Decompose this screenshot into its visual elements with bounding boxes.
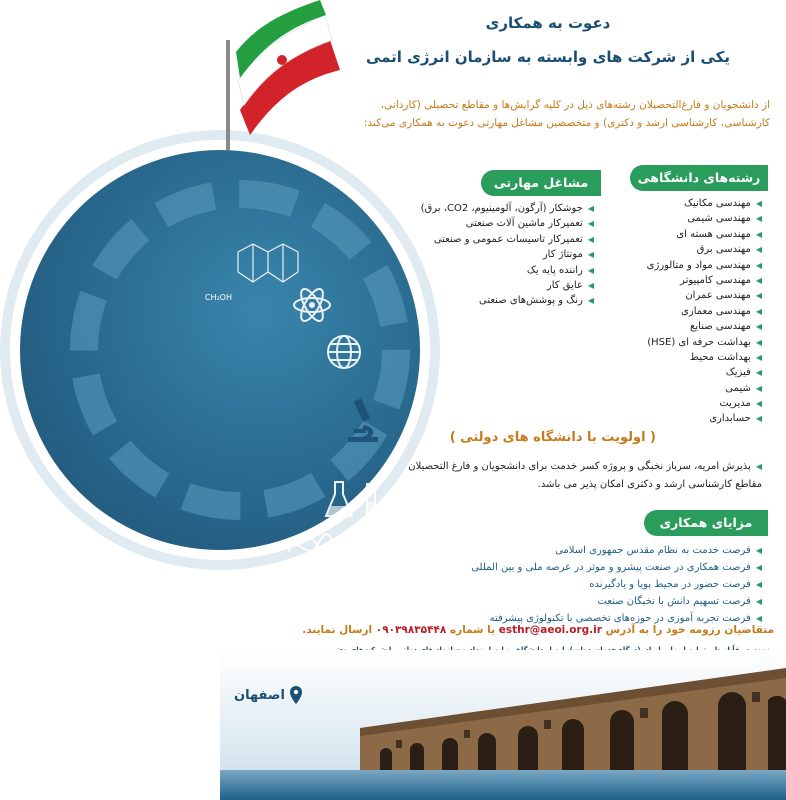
list-item: ◀ رنگ و پوشش‌های صنعتی [421,293,594,308]
fields-heading: رشته‌های دانشگاهی [630,165,768,191]
phone-number[interactable]: ۰۹۰۳۹۸۳۵۴۴۸ [375,624,447,636]
list-item: ◀ مهندسی صنایع [647,319,762,334]
list-item: ◀ تعمیرکار ماشین آلات صنعتی [421,216,594,231]
apply-instructions [280,624,774,636]
list-item: ◀ مهندسی معماری [647,304,762,319]
list-item: ◀ فرصت همکاری در صنعت پیشرو و موثر در عرصه ملی و بین المللی [471,559,762,576]
apply-suffix: ارسال نمایند. [302,624,373,636]
atom-icon [292,285,332,325]
list-item: ◀ راننده پایه یک [421,263,594,278]
page-title: دعوت به همکاری [485,14,611,32]
list-item: ◀ بهداشت محیط [647,350,762,365]
benefits-list [471,542,762,627]
list-item: ◀ مهندسی شیمی [647,211,762,226]
list-item: ◀ فرصت تسهیم دانش با نخبگان صنعت [471,593,762,610]
list-item: ◀ فیزیک [647,365,762,380]
list-item: ◀ حسابداری [647,411,762,426]
email-link[interactable]: esthr@aeoi.org.ir [498,624,602,636]
list-item: ◀ مهندسی برق [647,242,762,257]
header [340,14,756,66]
fields-list [647,196,762,427]
intro-text: از دانشجویان و فارغ‌التحصیلان رشته‌های ذیل در کلیه گرایش‌ها و مقاطع تحصیلی (کاردانی، کارشناسی، کارشناسی ارشد و دکتری) و متخصصین مشاغل مهارتی دعوت به همکاری می‌کند: [363,99,770,129]
list-item: ◀ فرصت حضور در محیط پویا و یادگیرنده [471,576,762,593]
apply-prefix: متقاضیان رزومه خود را به آدرس [605,624,774,636]
location-text: اصفهان [234,687,285,703]
flask-icon [324,480,354,520]
list-item: ◀ بهداشت حرفه ای (HSE) [647,335,762,350]
globe-icon [324,332,364,372]
location-label [234,686,303,704]
list-item: ◀ مهندسی کامپیوتر [647,273,762,288]
svg-text:CH₂OH: CH₂OH [204,293,232,302]
test-tube-icon [360,482,382,522]
skills-list [421,201,594,309]
list-item: ◀ جوشکار (آرگون، آلومینیوم، CO2، برق) [421,201,594,216]
location-pin-icon [289,686,303,704]
benefits-heading: مزایای همکاری [644,510,768,536]
list-item: ◀ مهندسی عمران [647,288,762,303]
list-item: ◀ مدیریت [647,396,762,411]
list-item: ◀ مهندسی مکانیک [647,196,762,211]
skills-heading: مشاغل مهارتی [481,170,601,196]
dna-icon [286,530,336,560]
list-item: ◀ فرصت خدمت به نظام مقدس جمهوری اسلامی [471,542,762,559]
list-item: ◀ شیمی [647,381,762,396]
list-item: ◀ مونتاژ کار [421,247,594,262]
list-item: ◀ مهندسی مواد و متالورژی [647,258,762,273]
page-subtitle: یکی از شرکت های وابسته به سازمان انرژی اتمی [365,48,731,66]
lightbulb-icon [320,560,346,596]
list-item: ◀ عایق کار [421,278,594,293]
apply-middle: یا شماره [449,624,496,636]
bridge-image [220,650,786,800]
acceptance-note: ◀ پذیرش امریه، سرباز نخبگی و پروژه کسر خدمت برای دانشجویان و فارغ التحصیلان مقاطع کارشناسی ارشد و دکتری امکان پذیر می باشد. [400,458,762,494]
microscope-icon [342,395,382,445]
list-item: ◀ فرصت تجربه آموزی در حوزه‌های تخصصی با تکنولوژی پیشرفته [471,610,762,627]
list-item: ◀ تعمیرکار تاسیسات عمومی و صنعتی [421,232,594,247]
priority-note: ( اولویت با دانشگاه های دولتی ) [449,430,656,445]
list-item: ◀ مهندسی هسته ای [647,227,762,242]
